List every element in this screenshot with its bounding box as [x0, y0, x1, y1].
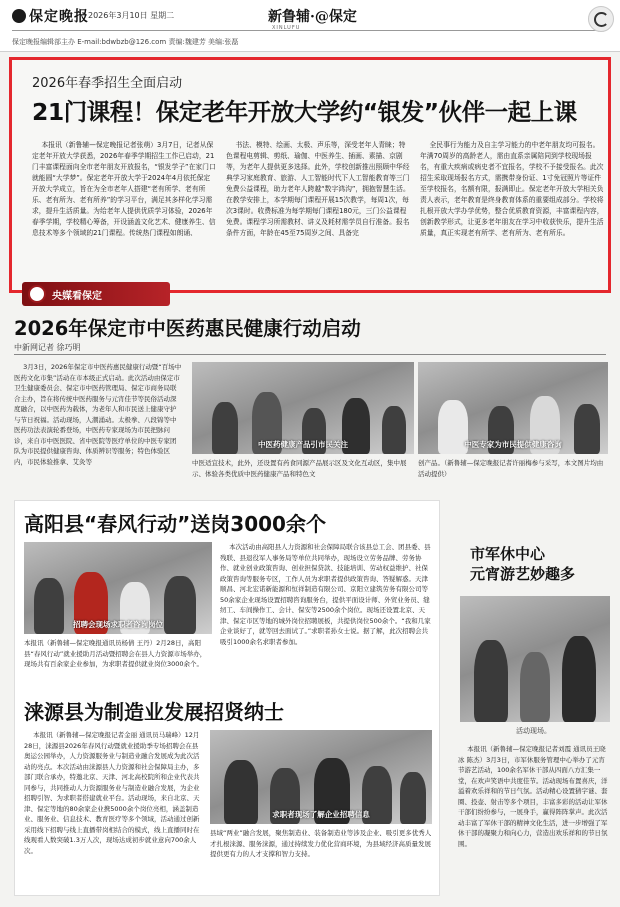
article-body: [32, 140, 604, 280]
article4-body: 本报讯（新鲁辅—保定晚报记者金丽 通讯员马瑞峰）12月28日，涞源县2026年春风行动暨就业援助季专场招聘会在县奥运公园举办，人力资源服务业与制造业融合发展成为此次活动的亮点。本次活动由涞源县人力资源和社会保障局主办，多部门联合承办，特邀北京、天津、河北高校院所和企业代表共同参与，共同推动人力资源服务业与制造业融合发展，为企业招聘引智、为求职者搭建就业平台。活动现场，来自北京、天津、保定等地的80余家企业携5000余个岗位亮相，涵盖制造业、服务业、信息技术、教育医疗等多个领域，活动通过创新采用线下招聘与线上直播带岗相结合的模式，线上直播同时在线观看人数突破1.3万人次，现场达成初步就业意向700余人次。: [24, 731, 200, 855]
section-label-icon: [28, 285, 46, 303]
article-headline: 21门课程！保定老年开放大学约“银发”伙伴一起上课: [32, 98, 577, 126]
article4-photo[interactable]: [210, 730, 432, 824]
app-badge-icon[interactable]: [588, 6, 614, 32]
article2-headline[interactable]: 2026年保定市中医药惠民健康行动启动: [14, 317, 361, 340]
article-column-3: 全民事行为能力及自主学习能力的中老年朋友均可报名。年满70周岁的高龄老人，需由直系亲属陪同到学校现场报名，有重大疾病或病史者不宜报名，学校不予接受报名。此次招生采取现场报名方式，需携带身份证、1寸免冠照片等证件至学校报名，名额有限，报满即止。保定老年开放大学相关负责人表示，老年教育是终身教育体系的重要组成部分。学校将扎根开放大学办学优势，整合优质教育资源，丰富课程内容，创新教学形式，让更多老年朋友在学习中收获快乐，提升生活质量，真正实现老有所学、老有所为、老有所乐。: [420, 141, 604, 237]
section-label-text: 央媒看保定: [52, 290, 102, 302]
divider: [14, 354, 606, 355]
logo-mark-icon: [12, 9, 26, 23]
newspaper-header: [0, 0, 620, 52]
featured-article-box[interactable]: [9, 57, 611, 293]
sidebar-photo-caption: 活动现场。: [516, 727, 551, 735]
editors-line: 保定晚报编辑部主办 E-mail:bdwbzb@126.com 责编:魏建芳 美编:张磊: [12, 38, 239, 46]
sidebar-body: 本报讯（新鲁辅—保定晚报记者刘霞 通讯员王晓冰 陈杰）3月3日，市军休服务管理中心举办了元宵节游艺活动，100余名军休干部从四面八方汇集一堂，在欢声笑语中共度佳节。活动现场布置喜庆，洋溢着欢乐祥和的节日气氛。活动精心设置猜字谜、套圈、投壶、射击等多个项目，丰富多彩的活动让军休干部们纷纷参与，一展身手，赢得阵阵掌声。此次活动丰富了军休干部的精神文化生活，进一步增强了军休干部的凝聚力和向心力，营造出欢乐祥和的节日氛围。: [458, 745, 608, 848]
article4-body-continued: 县域“两业”融合发展，聚焦制造业、装备制造业等涉及企业、吸引更多优秀人才扎根涞源、服务涞源，通过持续发力优化营商环境，为县域经济高质量发展提供更有力的人才支撑和智力支持。: [210, 829, 432, 858]
article2-photo-1[interactable]: [192, 362, 414, 454]
article2-byline: 中新网记者 徐巧明: [14, 343, 81, 352]
logo-text: 保定晚报: [29, 9, 89, 25]
sidebar-photo[interactable]: [460, 596, 610, 722]
article3-body: 本次活动由高阳县人力资源和社会保障局联合该县总工会、团县委、县残联、县退役军人事务局等单位共同举办，现场设立劳务品牌、劳务协作、就业创业政策咨询、创业担保贷款、技能培训、劳动权益维护、社保政策咨询等服务专区，工作人员为求职者提供政策咨询、答疑解惑。天津顺昌、河北宏诺新能源和恒祥制造有限公司、京阳立建筑劳务有限公司等50余家企业现场设置招聘咨询服务台，提供平面设计师、外贸业务员、缝纫工、车间操作工、会计、保安等2500余个岗位。现场还设置北京、天津、保定市区等地的城外岗位招聘展板，共提供岗位500余个。“我和几家企业谈好了，就等回去面试了。”求职者孙女士说。据了解，此次招聘会共吸引1000余名求职者参加。: [220, 543, 431, 646]
photo-caption: 中医药健康产品引市民关注: [258, 440, 348, 449]
sidebar-headline-line1: 市军休中心: [470, 545, 546, 563]
section-label: [22, 282, 170, 306]
header-rule: [12, 30, 602, 31]
photo-caption: 中医专家为市民提供健康咨询: [464, 440, 562, 449]
paper-logo: [12, 6, 89, 26]
article3-photo[interactable]: [24, 542, 212, 634]
article3-headline[interactable]: 高阳县“春风行动”送岗3000余个: [24, 512, 326, 536]
article2-text-right: 创产品。（新鲁辅—保定晚报记者许丽梅参与采写，本文图片均由活动提供）: [418, 459, 604, 478]
article2-lead: 3月3日，2026年保定市中医药惠民健康行动暨“百场中医药文化市集”活动在市本级正式启动。此次活动由保定市卫生健康委员会、保定市中医药管理局、保定市商务局联合主办，旨在将传统中医药服务与元宵佳节等民俗活动深度融合，以中医药为载体，为老年人和市民送上健康守护与节日祝福。活动现场，人潮涌动。太极拳、八段锦等中医药功法表演轮番登场，中医药专家现场为市民把脉问诊，来自市中医医院、省中医院等医疗单位的中医专家团队为市民提供健康咨询、体质辨识等服务；特色体验区内，市民体验推拿、艾灸等: [14, 363, 182, 466]
article2-photo-2[interactable]: [418, 362, 608, 454]
article-column-2: 书法、模特、绘画、太极、声乐等，深受老年人青睐；特色课程电剪辑、剪纸、瑜伽、中医养生、插画、素描、京剧等，为老年人提供更多选择。此外，学校创新推出照顾中华经典学习家庭教育、旅游、人工智能时代下人工智能教育等三门免费公益课程，助力老年人跨越“数字鸿沟”，拥抱智慧生活。在教学安排上，本学期每门课程开展15次教学，每周1次，每次3课时。收费标准为每学期每门课程180元，三门公益课程免费。课程学习所需教材、讲义及耗材需学员自行准备。报名条件方面，年龄在45至75周岁之间、具备完: [226, 141, 410, 237]
sidebar-headline-line2: 元宵游艺妙趣多: [470, 565, 576, 583]
article-kicker: 2026年春季招生全面启动: [32, 76, 183, 91]
article-column-1: 本报讯（新鲁辅—保定晚报记者张萌）3月7日，记者从保定老年开放大学获悉，2026年春季学期招生工作已启动，21门丰富课程面向全市老年朋友开放报名，“银发学子”在家门口就能圆“大学梦”。保定老年开放大学于2024年4月依托保定开放大学成立，旨在为全市老年人搭建“老有所学、老有所乐、老有所为、老有所养”的学习平台，满足其多样化学习需求，提升生活质量。为给老年人提供优质学习体验，2026年春季学期，学校精心筹备，开设涵盖文化艺术、健康养生、信息技术等多个领域的21门课程。传统热门课程如朗诵、: [32, 141, 216, 237]
article3-lead: 本报讯（新鲁辅—保定晚报通讯员杨倩 王丹）2月28日，高阳县“春风行动”就业援助月活动暨招聘会在县人力资源市场举办，现场共有百余家企业参加，为求职者提供就业岗位3000余个。: [24, 639, 207, 668]
issue-date: 2026年3月10日 星期二: [88, 11, 175, 20]
masthead-subtitle: XINLUFU: [272, 25, 301, 31]
article4-headline[interactable]: 涞源县为制造业发展招贤纳士: [24, 700, 284, 724]
photo-caption: 求职者现场了解企业招聘信息: [272, 810, 370, 819]
sidebar-headline[interactable]: [470, 544, 575, 584]
section-masthead: 新鲁辅·@保定: [268, 9, 357, 25]
photo-caption: 招聘会现场求职者咨询岗位: [73, 620, 163, 629]
article2-text-mid: 中医适宜技术，此外，还设置有药食同源产品展示区及文化互动区，集中展示、体验各类优质中医药健康产品和特色文: [192, 459, 407, 478]
